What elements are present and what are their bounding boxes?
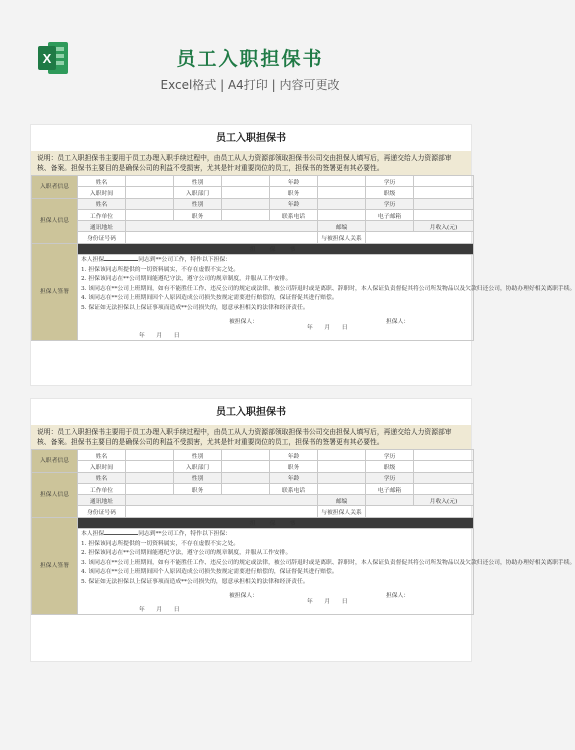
date-left: 年 月 日: [139, 332, 180, 339]
label-relation: 与被担保人关系: [318, 232, 366, 243]
label-education: 学历: [366, 176, 414, 187]
page-title: 员工入职担保书: [176, 48, 324, 70]
label-entry-time: 入职时间: [78, 187, 126, 198]
section-sign: 担保人签署: [32, 243, 78, 340]
field-age[interactable]: [318, 450, 366, 461]
label-work-unit: 工作单位: [78, 209, 126, 220]
field-entry-dept[interactable]: [222, 461, 270, 472]
sheet-title: 员工入职担保书: [216, 407, 286, 418]
date-left: 年 月 日: [139, 606, 180, 613]
label-monthly-income: 月收入(元): [414, 221, 474, 232]
label-entry-dept: 入职部门: [174, 187, 222, 198]
page-header: [0, 0, 500, 118]
signature-area: [81, 314, 470, 340]
field-contact-phone[interactable]: [318, 209, 366, 220]
field-education[interactable]: [414, 450, 474, 461]
field-entry-dept[interactable]: [222, 187, 270, 198]
label-education: 学历: [366, 450, 414, 461]
field-position[interactable]: [318, 187, 366, 198]
label-email: 电子邮箱: [366, 483, 414, 494]
letter-item: 3. 该同志在**公司上班期间，如有不能胜任工作、违反公司的规定或法律，被公司辞退时或是离职、辞职时，本人保证负责督促其将公司所发物品以及欠款归还公司，协助办理好相关离职手续。: [81, 285, 575, 292]
field-relation[interactable]: [366, 506, 474, 517]
sheet-title: 员工入职担保书: [216, 133, 286, 144]
field-education[interactable]: [414, 176, 474, 187]
label-age: 年龄: [270, 450, 318, 461]
field-job[interactable]: [222, 483, 270, 494]
label-entry-dept: 入职部门: [174, 461, 222, 472]
date-right: 年 月 日: [307, 598, 348, 605]
field-gender[interactable]: [222, 176, 270, 187]
field-address[interactable]: [126, 221, 318, 232]
guarantor-label: 担保人：: [386, 592, 410, 599]
guarantee-banner: 担 保 书: [78, 517, 474, 528]
field-relation[interactable]: [366, 232, 474, 243]
label-job: 职务: [174, 209, 222, 220]
guaranteed-label: 被担保人：: [229, 318, 258, 325]
label-g-age: 年龄: [270, 198, 318, 209]
field-id-number[interactable]: [126, 506, 318, 517]
guarantee-banner: 担 保 书: [78, 243, 474, 254]
field-work-unit[interactable]: [126, 209, 174, 220]
section-employee: 入职者信息: [32, 176, 78, 199]
label-postcode: 邮编: [318, 495, 366, 506]
field-entry-time[interactable]: [126, 461, 174, 472]
form-sheet-1: [30, 124, 575, 386]
label-title: 职级: [366, 187, 414, 198]
label-entry-time: 入职时间: [78, 461, 126, 472]
label-g-gender: 性别: [174, 472, 222, 483]
field-address[interactable]: [126, 495, 318, 506]
label-g-age: 年龄: [270, 472, 318, 483]
field-g-gender[interactable]: [222, 198, 270, 209]
field-g-age[interactable]: [318, 472, 366, 483]
field-g-name[interactable]: [126, 472, 174, 483]
field-email[interactable]: [414, 209, 474, 220]
label-name: 姓名: [78, 176, 126, 187]
field-contact-phone[interactable]: [318, 483, 366, 494]
signature-area: [81, 588, 470, 614]
field-position[interactable]: [318, 461, 366, 472]
field-entry-time[interactable]: [126, 187, 174, 198]
label-g-gender: 性别: [174, 198, 222, 209]
letter-item: 4. 该同志在**公司上班期间因个人原因造成公司损失按规定需要进行赔偿的，保证督促其进行赔偿。: [81, 569, 338, 576]
field-email[interactable]: [414, 483, 474, 494]
label-g-name: 姓名: [78, 198, 126, 209]
label-address: 通讯地址: [78, 221, 126, 232]
name-blank[interactable]: [104, 255, 138, 261]
field-postcode[interactable]: [366, 221, 414, 232]
label-name: 姓名: [78, 450, 126, 461]
label-g-name: 姓名: [78, 472, 126, 483]
label-work-unit: 工作单位: [78, 483, 126, 494]
field-title[interactable]: [414, 461, 474, 472]
label-email: 电子邮箱: [366, 209, 414, 220]
form-sheet-2: [30, 398, 575, 662]
field-g-gender[interactable]: [222, 472, 270, 483]
page-subtitle: Excel格式 | A4打印 | 内容可更改: [160, 78, 340, 92]
label-id-number: 身份证号码: [78, 506, 126, 517]
label-contact-phone: 联系电话: [270, 209, 318, 220]
guarantor-label: 担保人：: [386, 318, 410, 325]
letter-intro: 本人担保 同志到**公司工作，特作以下担保：: [81, 257, 231, 264]
label-gender: 性别: [174, 450, 222, 461]
letter-item: 1. 担保该同志所提供的一切资料属实，不存在虚假不实之处。: [81, 540, 240, 547]
letter-item: 2. 担保该同志在**公司期间能遵纪守法，遵守公司的规章制度，并服从工作安排。: [81, 550, 292, 557]
field-work-unit[interactable]: [126, 483, 174, 494]
label-postcode: 邮编: [318, 221, 366, 232]
field-title[interactable]: [414, 187, 474, 198]
field-g-education[interactable]: [414, 472, 474, 483]
letter-item: 3. 该同志在**公司上班期间，如有不能胜任工作、违反公司的规定或法律，被公司辞退时或是离职、辞职时，本人保证负责督促其将公司所发物品以及欠款归还公司，协助办理好相关离职手续。: [81, 559, 575, 566]
label-age: 年龄: [270, 176, 318, 187]
label-contact-phone: 联系电话: [270, 483, 318, 494]
guaranteed-label: 被担保人：: [229, 592, 258, 599]
label-position: 职务: [270, 187, 318, 198]
letter-item: 4. 该同志在**公司上班期间因个人原因造成公司损失按规定需要进行赔偿的，保证督促其进行赔偿。: [81, 295, 338, 302]
letter-item: 5. 保证如无法担保以上保证事项而造成**公司损失的，愿意承担相关的法律和经济责任。: [81, 579, 309, 586]
letter-item: 2. 担保该同志在**公司期间能遵纪守法，遵守公司的规章制度，并服从工作安排。: [81, 276, 292, 283]
letter-item: 1. 担保该同志所提供的一切资料属实，不存在虚假不实之处。: [81, 266, 240, 273]
letter-item: 5. 保证如无法担保以上保证事项而造成**公司损失的，愿意承担相关的法律和经济责任。: [81, 305, 309, 312]
label-title: 职级: [366, 461, 414, 472]
section-employee: 入职者信息: [32, 450, 78, 473]
label-gender: 性别: [174, 176, 222, 187]
field-g-age[interactable]: [318, 198, 366, 209]
section-guarantor: 担保人信息: [32, 472, 78, 517]
name-blank[interactable]: [104, 529, 138, 535]
label-g-education: 学历: [366, 198, 414, 209]
form-table: [31, 449, 575, 615]
field-gender[interactable]: [222, 450, 270, 461]
label-address: 通讯地址: [78, 495, 126, 506]
date-right: 年 月 日: [307, 324, 348, 331]
label-id-number: 身份证号码: [78, 232, 126, 243]
field-job[interactable]: [222, 209, 270, 220]
sheet-description: 说明：员工入职担保书主要用于员工办理入职手续过程中，由员工从人力资源部领取担保书公司交由担保人填写后，再递交给人力资源部审核、备案。担保书主要目的是确保公司的利益不受损害，尤其是针对重要岗位的员工，担保书的签署更有其必要性。: [31, 425, 471, 449]
label-job: 职务: [174, 483, 222, 494]
field-postcode[interactable]: [366, 495, 414, 506]
field-id-number[interactable]: [126, 232, 318, 243]
sheet-description: 说明：员工入职担保书主要用于员工办理入职手续过程中，由员工从人力资源部领取担保书公司交由担保人填写后，再递交给人力资源部审核、备案。担保书主要目的是确保公司的利益不受损害，尤其是针对重要岗位的员工，担保书的签署更有其必要性。: [31, 151, 471, 175]
letter-intro: 本人担保 同志到**公司工作，特作以下担保：: [81, 531, 231, 538]
field-g-education[interactable]: [414, 198, 474, 209]
form-table: [31, 175, 575, 341]
section-guarantor: 担保人信息: [32, 198, 78, 243]
field-name[interactable]: [126, 450, 174, 461]
field-name[interactable]: [126, 176, 174, 187]
section-sign: 担保人签署: [32, 517, 78, 614]
label-g-education: 学历: [366, 472, 414, 483]
label-position: 职务: [270, 461, 318, 472]
excel-icon-letter: X: [42, 51, 52, 66]
guarantee-letter: [78, 529, 575, 615]
label-monthly-income: 月收入(元): [414, 495, 474, 506]
guarantee-letter: [78, 255, 575, 341]
field-g-name[interactable]: [126, 198, 174, 209]
label-relation: 与被担保人关系: [318, 506, 366, 517]
field-age[interactable]: [318, 176, 366, 187]
